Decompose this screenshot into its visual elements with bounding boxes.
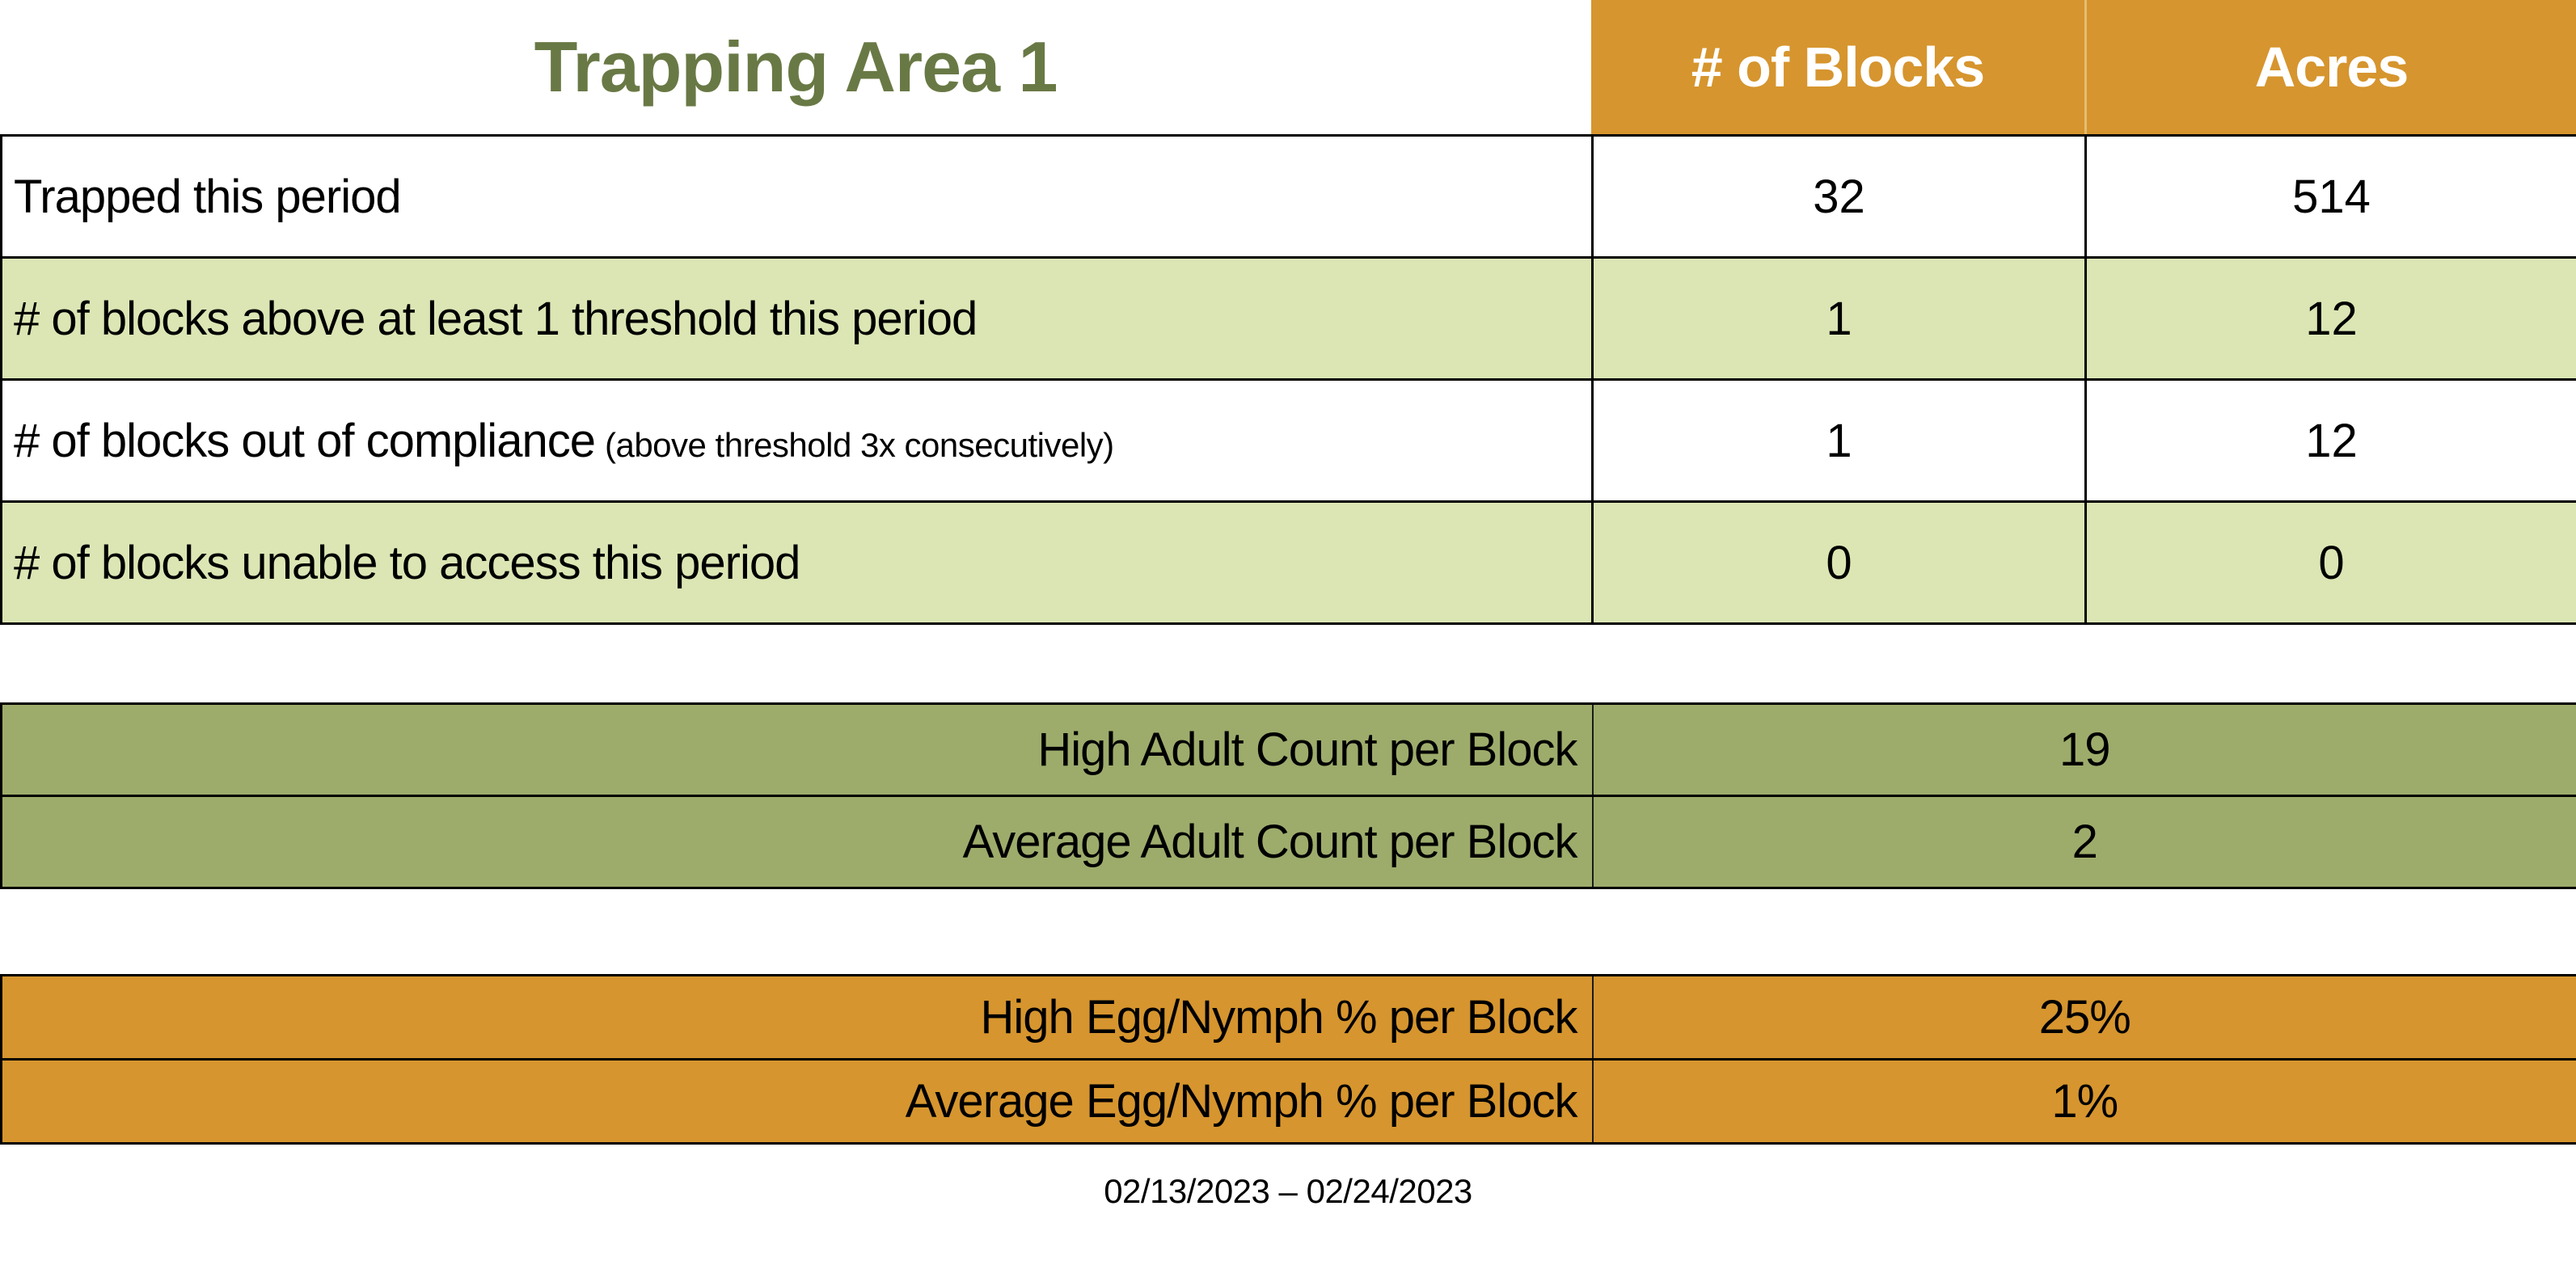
- egg-nymph-table: [0, 974, 2576, 1145]
- table-row: [2, 136, 2576, 258]
- table-row: [2, 502, 2576, 624]
- blocks-value: 32: [1593, 136, 2086, 258]
- table-row: [2, 976, 2576, 1060]
- row-label: Average Adult Count per Block: [2, 796, 1593, 888]
- adult-count-table: [0, 702, 2576, 889]
- blocks-value: 1: [1593, 380, 2086, 502]
- row-label: # of blocks out of compliance: [14, 414, 595, 467]
- acres-value: 12: [2086, 258, 2576, 380]
- row-label: High Adult Count per Block: [2, 704, 1593, 796]
- column-header-acres: Acres: [2084, 0, 2576, 134]
- table-row: [2, 258, 2576, 380]
- row-label: # of blocks above at least 1 threshold this period: [14, 292, 978, 345]
- acres-value: 514: [2086, 136, 2576, 258]
- table-row: [2, 1060, 2576, 1144]
- row-label: Trapped this period: [14, 170, 401, 223]
- date-range: 02/13/2023 – 02/24/2023: [1104, 1172, 1472, 1210]
- row-value: 2: [1593, 796, 2576, 888]
- row-value: 25%: [1593, 976, 2576, 1060]
- acres-value: 0: [2086, 502, 2576, 624]
- acres-value: 12: [2086, 380, 2576, 502]
- row-value: 19: [1593, 704, 2576, 796]
- row-value: 1%: [1593, 1060, 2576, 1144]
- table-row: [2, 796, 2576, 888]
- row-label: # of blocks unable to access this period: [14, 536, 800, 589]
- row-label-cell: [2, 502, 1593, 624]
- row-label-cell: [2, 380, 1593, 502]
- row-label-cell: [2, 136, 1593, 258]
- row-label: Average Egg/Nymph % per Block: [2, 1060, 1593, 1144]
- row-label: High Egg/Nymph % per Block: [2, 976, 1593, 1060]
- column-header-blocks: # of Blocks: [1591, 0, 2084, 134]
- table-row: [2, 704, 2576, 796]
- row-label-cell: [2, 258, 1593, 380]
- row-note: (above threshold 3x consecutively): [604, 425, 1114, 464]
- page-title: Trapping Area 1: [534, 27, 1058, 107]
- summary-table: [0, 134, 2576, 625]
- header-band: [0, 0, 2576, 134]
- blocks-value: 1: [1593, 258, 2086, 380]
- title-cell: [0, 0, 1591, 134]
- table-row: [2, 380, 2576, 502]
- blocks-value: 0: [1593, 502, 2086, 624]
